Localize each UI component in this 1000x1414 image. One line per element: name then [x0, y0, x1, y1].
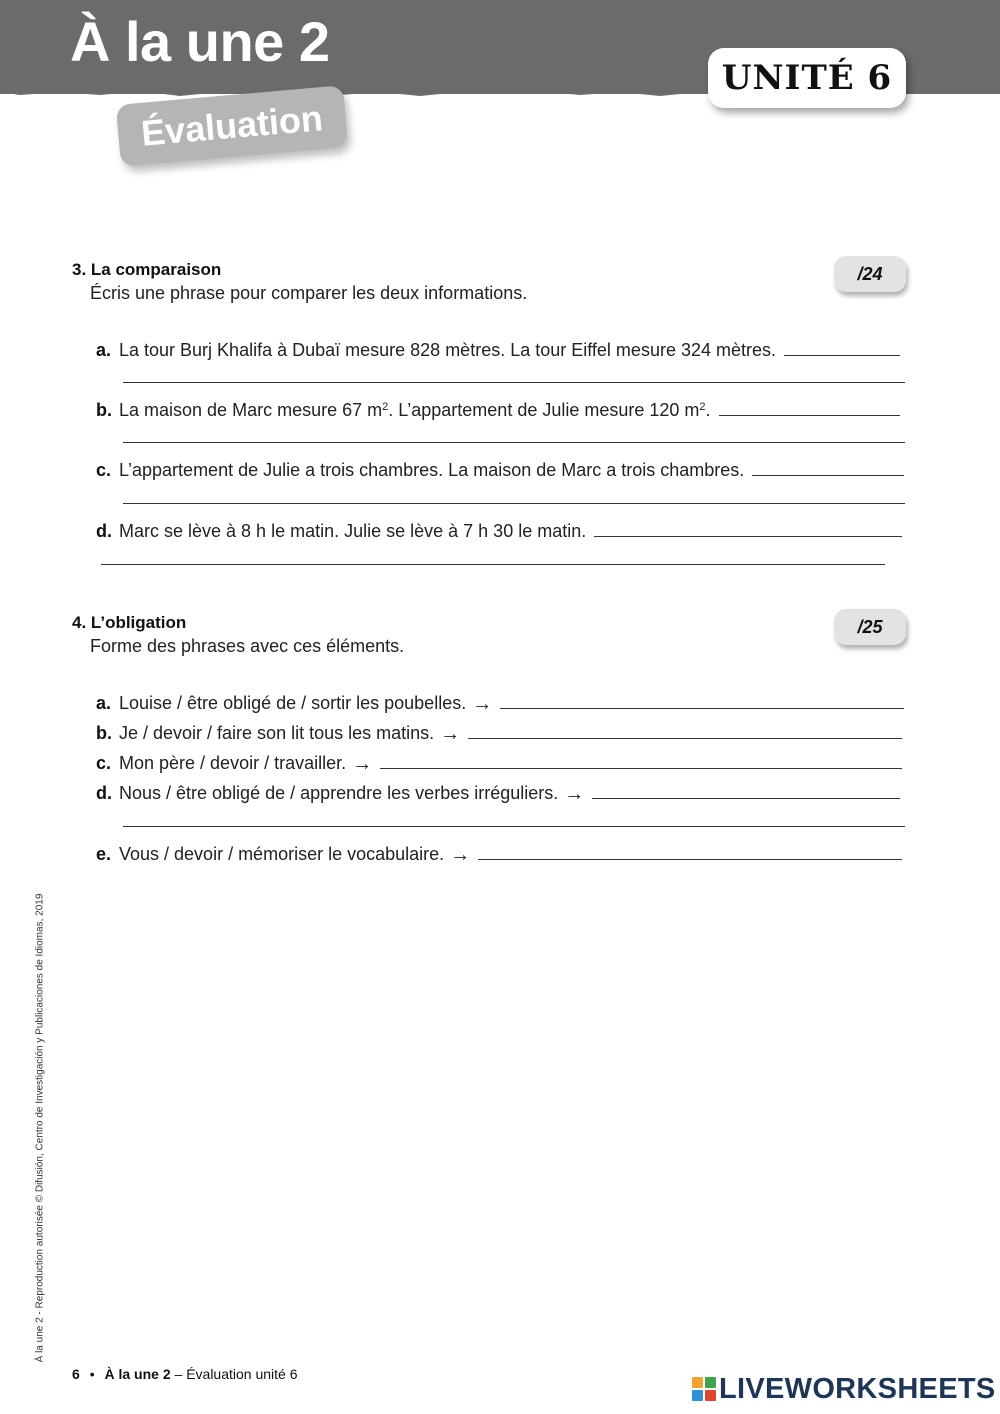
- exercise-4-item-c: [96, 748, 902, 774]
- answer-line[interactable]: [719, 415, 900, 416]
- item-text: Je / devoir / faire son lit tous les matins.: [119, 723, 435, 743]
- item-text: Marc se lève à 8 h le matin. Julie se lève à 7 h 30 le matin.: [119, 521, 587, 541]
- exercise-3-item-c: [96, 455, 904, 481]
- logo-text: LIVEWORKSHEETS: [719, 1372, 996, 1405]
- logo-blocks-icon: [692, 1377, 716, 1401]
- item-letter: e.: [96, 844, 112, 864]
- book-title: À la une 2: [70, 10, 330, 73]
- arrow-icon: →: [564, 783, 585, 805]
- item-letter: a.: [96, 340, 112, 360]
- footer-subtitle: – Évaluation unité 6: [170, 1366, 298, 1382]
- answer-line[interactable]: [123, 382, 905, 383]
- item-text: La tour Burj Khalifa à Dubaï mesure 828 mètres. La tour Eiffel mesure 324 mètres.: [119, 340, 776, 360]
- arrow-icon: →: [472, 693, 493, 715]
- answer-line[interactable]: [752, 475, 904, 476]
- exercise-4-score-badge: /25: [834, 609, 906, 645]
- exercise-4-item-d: [96, 778, 900, 804]
- item-letter: d.: [96, 521, 112, 541]
- exercise-3-item-d: [96, 516, 902, 542]
- arrow-icon: →: [450, 844, 471, 866]
- footer-bullet: •: [89, 1366, 95, 1382]
- item-letter: c.: [96, 460, 112, 480]
- evaluation-badge: Évaluation: [116, 85, 349, 167]
- item-text: Mon père / devoir / travailler.: [119, 753, 347, 773]
- item-letter: b.: [96, 723, 112, 743]
- arrow-icon: →: [440, 723, 461, 745]
- exercise-4-item-e: [96, 839, 902, 865]
- item-text: La maison de Marc mesure 67 $m^2$. L’appartement de Julie mesure 120 $m^2$.: [119, 400, 711, 420]
- exercise-3-item-b: [96, 395, 900, 421]
- arrow-icon: →: [352, 753, 373, 775]
- item-text: Louise / être obligé de / sortir les poubelles.: [119, 693, 467, 713]
- copyright-note: À la une 2 - Reproduction autorisée © Difusión, Centro de Investigación y Publicaciones de Idiomas, 2019: [34, 893, 46, 1363]
- answer-line[interactable]: [123, 503, 905, 504]
- answer-line[interactable]: [101, 564, 885, 565]
- answer-line[interactable]: [784, 355, 900, 356]
- answer-line[interactable]: [478, 859, 902, 860]
- page-footer: [72, 1366, 298, 1382]
- item-text: L’appartement de Julie a trois chambres. La maison de Marc a trois chambres.: [119, 460, 745, 480]
- footer-book-title: À la une 2: [104, 1366, 171, 1382]
- item-text: Nous / être obligé de / apprendre les verbes irréguliers.: [119, 783, 559, 803]
- answer-line[interactable]: [123, 826, 905, 827]
- answer-line[interactable]: [468, 738, 902, 739]
- exercise-4-item-a: [96, 688, 904, 714]
- item-letter: b.: [96, 400, 112, 420]
- item-letter: d.: [96, 783, 112, 803]
- unit-badge: UNITÉ 6: [708, 48, 906, 108]
- exercise-3-item-a: [96, 335, 900, 361]
- exercise-3-title: 3. La comparaison: [72, 260, 222, 279]
- exercise-3-score-badge: /24: [834, 256, 906, 292]
- answer-line[interactable]: [592, 798, 900, 799]
- answer-line[interactable]: [380, 768, 902, 769]
- answer-line[interactable]: [123, 442, 905, 443]
- item-letter: c.: [96, 753, 112, 773]
- exercise-4-instruction: Forme des phrases avec ces éléments.: [90, 636, 405, 656]
- answer-line[interactable]: [594, 536, 902, 537]
- exercise-4-item-b: [96, 718, 902, 744]
- item-letter: a.: [96, 693, 112, 713]
- exercise-4-title: 4. L’obligation: [72, 613, 187, 632]
- answer-line[interactable]: [500, 708, 904, 709]
- page-number: 6: [72, 1366, 80, 1382]
- exercise-3-instruction: Écris une phrase pour comparer les deux informations.: [90, 283, 528, 303]
- item-text: Vous / devoir / mémoriser le vocabulaire.: [119, 844, 445, 864]
- liveworksheets-logo[interactable]: [692, 1374, 996, 1404]
